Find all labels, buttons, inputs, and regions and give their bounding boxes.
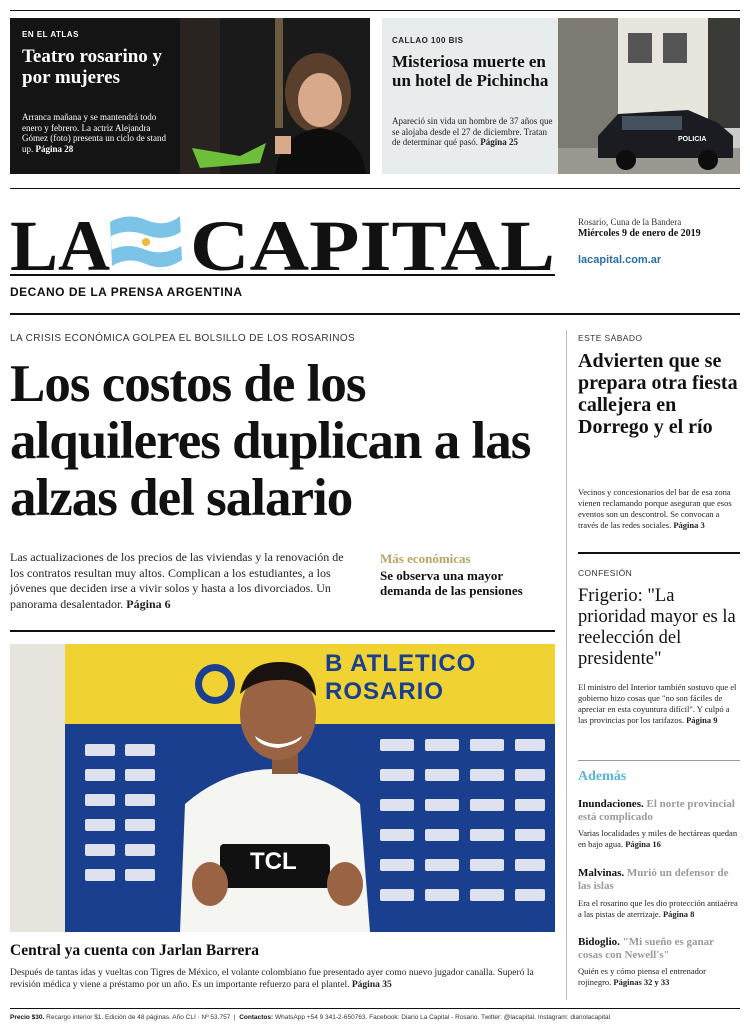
right-story2-title[interactable]: Frigerio: "La prioridad mayor es la reelección del presidente" xyxy=(578,586,736,669)
teaser-title: Teatro rosarino y por mujeres xyxy=(22,46,163,88)
right-story2-kicker: CONFESIÓN xyxy=(578,568,633,578)
ademas-item-body: Era el rosarino que les dio protección antiaérea a las pistas de aterrizaje. Página 8 xyxy=(578,898,738,919)
teaser-hotel-death[interactable] xyxy=(382,18,740,174)
photo-rule xyxy=(10,630,555,632)
ademas-item-title[interactable]: Malvinas. Murió un defensor de las islas xyxy=(578,867,729,892)
right-rule-2 xyxy=(578,760,740,761)
teaser-body: Arranca mañana y se mantendrá todo enero y febrero. La actriz Alejandra Gómez (foto) presenta un ciclo de stand up. Página 28 xyxy=(22,112,166,154)
site-link[interactable]: lacapital.com.ar xyxy=(578,254,662,266)
right-story2-body: El ministro del Interior también sostuvo que el gobierno hizo cosas que "no son fáciles de apreciar en esta coyuntura difícil". Y culpó a las provincias por los tarifazos. Página 9 xyxy=(578,682,737,725)
ademas-item-title[interactable]: Bidoglio. "Mi sueño es ganar cosas con Newell's" xyxy=(578,936,714,961)
ademas-heading: Además xyxy=(578,769,627,784)
backdrop-text: B ATLETICO ROSARIO xyxy=(325,650,477,705)
police-car-photo xyxy=(558,18,740,174)
main-body: Las actualizaciones de los precios de las viviendas y la renovación de los contratos resultan muy altos. Complican a los estudiantes, a los jóvenes que deciden irse a vivir solos y hasta a los divorciados. Un panorama desalentador. Página 6 xyxy=(10,550,344,611)
right-rule-1 xyxy=(578,552,740,554)
logo-capital: CAPITAL xyxy=(190,206,555,280)
jersey-sponsor: TCL xyxy=(250,848,297,875)
ademas-item-title[interactable]: Inundaciones. El norte provincial está complicado xyxy=(578,798,735,823)
actress-photo xyxy=(180,18,370,174)
police-label: POLICIA xyxy=(678,136,707,143)
main-kicker: LA CRISIS ECONÓMICA GOLPEA EL BOLSILLO DE LOS ROSARINOS xyxy=(10,333,356,344)
right-story1-title[interactable]: Advierten que se prepara otra fiesta callejera en Dorrego y el río xyxy=(578,350,738,438)
footer: Precio $30. Recargo interior $1. Edición de 48 páginas. Año CLI · Nº 53.757 | Contactos: WhatsApp +54 9 341-2-650763. Facebook: Diario La Capital - Rosario. Twitter: @lacapital. Instagram: diariolacapital xyxy=(10,1014,611,1021)
argentina-flag-icon xyxy=(110,216,182,267)
side-kicker: Más económicas xyxy=(380,551,471,566)
side-title[interactable]: Se observa una mayor demanda de las pensiones xyxy=(380,568,523,598)
masthead-rule-top xyxy=(10,188,740,189)
teaser-body: Apareció sin vida un hombre de 37 años que se alojaba desde el 27 de diciembre. Tratan de determinar qué pasó. Página 25 xyxy=(392,116,553,147)
top-rule xyxy=(10,10,740,11)
teaser-theater[interactable] xyxy=(10,18,370,174)
tagline: DECANO DE LA PRENSA ARGENTINA xyxy=(10,285,243,299)
edition-date: Miércoles 9 de enero de 2019 xyxy=(578,228,701,239)
la-capital-logo[interactable] xyxy=(10,200,555,280)
ademas-item-body: Quién es y cómo piensa el entrenador rojinegro. Páginas 32 y 33 xyxy=(578,966,706,987)
player-photo[interactable] xyxy=(10,644,555,932)
teaser-kicker: EN EL ATLAS xyxy=(22,30,79,39)
right-story1-kicker: ESTE SÁBADO xyxy=(578,333,643,343)
footer-rule xyxy=(10,1008,740,1009)
masthead-rule-bottom xyxy=(10,313,740,315)
edition-place: Rosario, Cuna de la Bandera xyxy=(578,217,682,227)
teaser-title: Misteriosa muerte en un hotel de Pichincha xyxy=(392,52,549,90)
column-divider xyxy=(566,330,567,1000)
teaser-kicker: CALLAO 100 BIS xyxy=(392,36,464,45)
logo-la: LA xyxy=(10,206,111,280)
main-headline[interactable]: Los costos de los alquileres duplican a las alzas del salario xyxy=(10,355,531,527)
ademas-item-body: Varias localidades y miles de hectáreas quedan en bajo agua. Página 16 xyxy=(578,828,738,849)
photo-story-body: Después de tantas idas y vueltas con Tigres de México, el volante colombiano fue presentado ayer como nuevo jugador canalla. Superó la revisión médica y viene a préstamo por un año. Es un importante refuerzo para el plantel. Página 35 xyxy=(10,968,534,990)
right-story1-body: Vecinos y concesionarios del bar de esa zona vienen reclamando porque aseguran que esos eventos son un descontrol. Se convocan a través de las redes sociales. Página 3 xyxy=(578,487,732,530)
photo-story-title[interactable]: Central ya cuenta con Jarlan Barrera xyxy=(10,942,259,959)
